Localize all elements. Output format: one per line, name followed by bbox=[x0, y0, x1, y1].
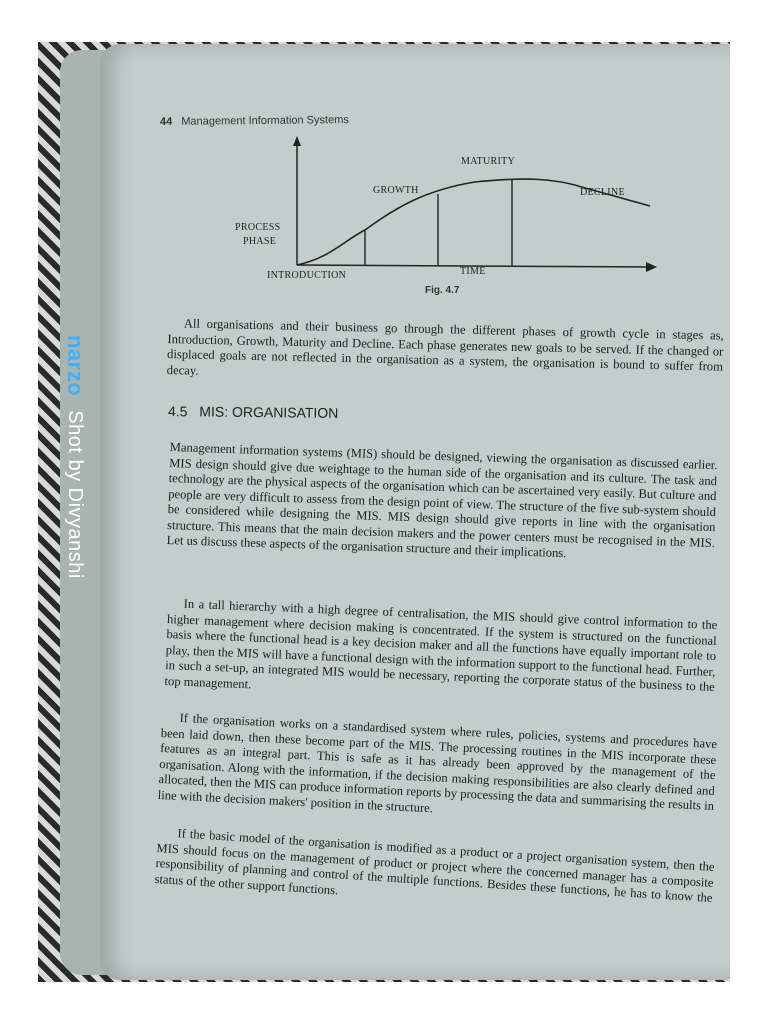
body-paragraph: If the organisation works on a standardised system where rules, policies, systems and procedures have been laid down, then these become part of the MIS. The processing routines in the MIS incorporate these features as an integral part. This is safe as it has already been approved by the management of the organisation. Along with the information, if the decision making responsibilities are also clearly defined and allocated, then the MIS can produce information reports by processing the data and summarising the results in line with the decision makers' position in the structure. bbox=[157, 710, 718, 815]
camera-watermark bbox=[62, 335, 88, 579]
phase-label-introduction: INTRODUCTION bbox=[267, 270, 347, 281]
y-label-line1: PROCESS bbox=[235, 222, 281, 233]
y-label-line2: PHASE bbox=[243, 236, 277, 247]
body-paragraph: If the basic model of the organisation is modified as a product or a project organisation system, then the MIS should focus on the management of product or project where the concerned manager has a composite responsibility of planning and control of the multiple functions. Besides these functions, he has to know the status of the other support functions. bbox=[154, 826, 715, 905]
x-axis-arrow bbox=[646, 262, 657, 272]
intro-paragraph: All organisations and their business go through the different phases of growth cycle in stages as, Introduction, Growth, Maturity and Decline. Each phase generates new goals to be served. If the changed or displaced goals are not reflected in the organisation as a system, the organisation is bound to suffer from decay. bbox=[166, 316, 724, 378]
phase-label-maturity: MATURITY bbox=[461, 156, 516, 167]
figure-caption: Fig. 4.7 bbox=[425, 285, 460, 296]
watermark-text: Shot by Divyanshi bbox=[64, 410, 86, 579]
section-number: 4.5 bbox=[167, 403, 188, 420]
book-title: Management Information Systems bbox=[181, 114, 349, 128]
phase-label-growth: GROWTH bbox=[373, 185, 419, 196]
section-title: MIS: ORGANISATION bbox=[199, 403, 339, 421]
watermark-brand: narzo bbox=[63, 335, 88, 397]
running-head bbox=[160, 114, 349, 128]
page-number: 44 bbox=[159, 115, 173, 128]
phase-label-decline: DECLINE bbox=[580, 187, 625, 198]
x-axis-label: TIME bbox=[460, 266, 486, 277]
growth-cycle-diagram bbox=[225, 130, 665, 310]
body-paragraph: In a tall hierarchy with a high degree of centralisation, the MIS should give control information to the higher management where decision making is concentrated. If the system is structured on the functional basis where the functional head is a key decision maker and all the functions have equally important role to play, then the MIS will have a functional design with the information support to the functional head. Further, in such a set-up, an integrated MIS would be necessary, reporting the corporate status of the business to the top management. bbox=[164, 596, 718, 695]
growth-cycle-figure bbox=[225, 130, 665, 310]
body-paragraph: Management information systems (MIS) should be designed, viewing the organisation as discussed earlier. MIS design should give due weightage to the human side of the organisation and its culture. The task and technology are the physical aspects of the organisation which can be ascertained very easily. But culture and people are very difficult to assess from the design point of view. The structure of the five sub-system should be considered while designing the MIS. MIS design should give reports in line with the organisation structure. This means that the main decision makers and the power centers must be recognised in the MIS. Let us discuss these aspects of the organisation structure and their implications. bbox=[166, 440, 718, 561]
section-heading bbox=[168, 403, 339, 421]
y-axis-arrow bbox=[293, 136, 301, 146]
